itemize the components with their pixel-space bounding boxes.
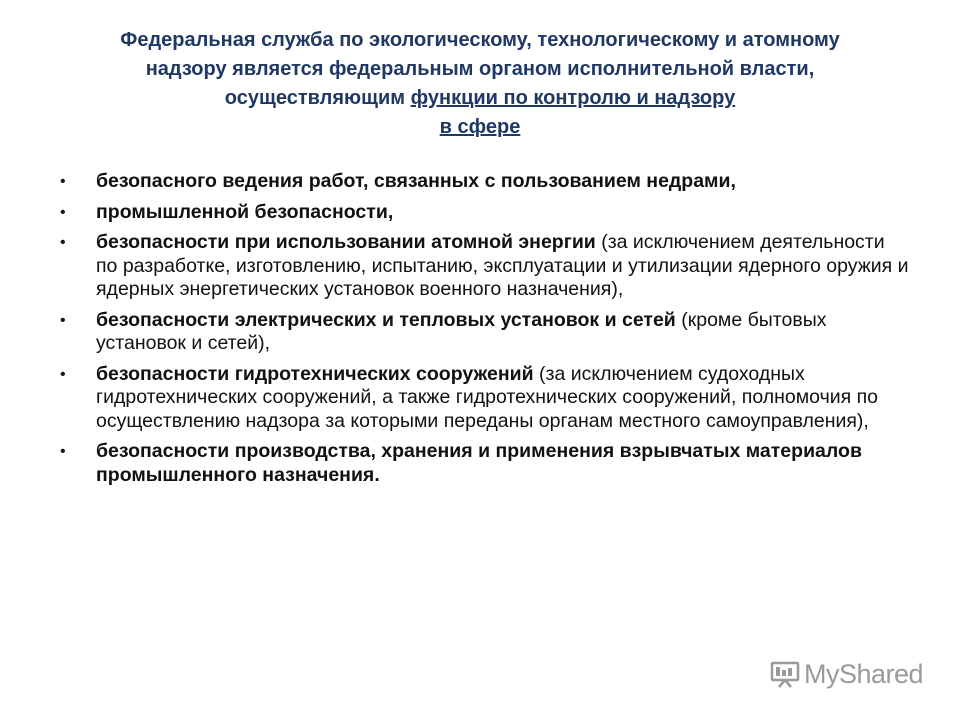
bullet-icon: • xyxy=(60,365,66,383)
list-item xyxy=(60,440,910,487)
list-item xyxy=(60,309,910,356)
list-item xyxy=(60,201,910,225)
bullet-list xyxy=(60,170,910,494)
slide-title xyxy=(40,26,920,142)
item-text: (за исключением деятельности по разработке, изготовлению, испытанию, эксплуатации и утилизации ядерного оружия и ядерных энергетических установок военного назначения), xyxy=(96,231,909,300)
item-text: (кроме бытовых установок и сетей), xyxy=(96,308,827,354)
bullet-icon: • xyxy=(60,173,66,190)
bullet-icon: • xyxy=(60,234,66,251)
item-bold-text: промышленной безопасности, xyxy=(96,200,394,223)
title-line-3-plain: осуществляющим xyxy=(224,87,411,109)
item-bold-text: безопасности при использовании атомной энергии xyxy=(96,231,596,253)
item-bold-text: безопасности производства, хранения и применения взрывчатых материалов промышленного назначения. xyxy=(96,440,862,486)
item-bold-text: безопасного ведения работ, связанных с пользованием недрами, xyxy=(96,170,736,192)
title-line-4 xyxy=(40,113,920,142)
list-item xyxy=(60,231,910,302)
title-underlined-functions: функции по контролю и надзору xyxy=(410,87,736,109)
logo-text: MyShared xyxy=(804,658,924,689)
bullet-icon: • xyxy=(60,443,66,460)
title-line-2: надзору является федеральным органом исполнительной власти, xyxy=(145,58,815,80)
myshared-logo[interactable] xyxy=(770,656,930,692)
list-item xyxy=(60,170,910,194)
list-item xyxy=(60,363,910,434)
title-line-1: Федеральная служба по экологическому, технологическому и атомному xyxy=(120,29,840,51)
item-text: (за исключением судоходных гидротехнических сооружений, а также гидротехнических сооружений, полномочия по осуществлению надзора за которыми переданы органам местного самоуправления), xyxy=(96,362,879,432)
title-line-3 xyxy=(40,84,920,113)
presentation-board-icon xyxy=(770,660,804,688)
bullet-icon: • xyxy=(60,311,66,329)
bullet-icon: • xyxy=(60,203,66,221)
item-bold-text: безопасности электрических и тепловых установок и сетей xyxy=(96,308,676,331)
title-underlined-sphere: в сфере xyxy=(439,116,521,138)
item-bold-text: безопасности гидротехнических сооружений xyxy=(96,362,534,385)
